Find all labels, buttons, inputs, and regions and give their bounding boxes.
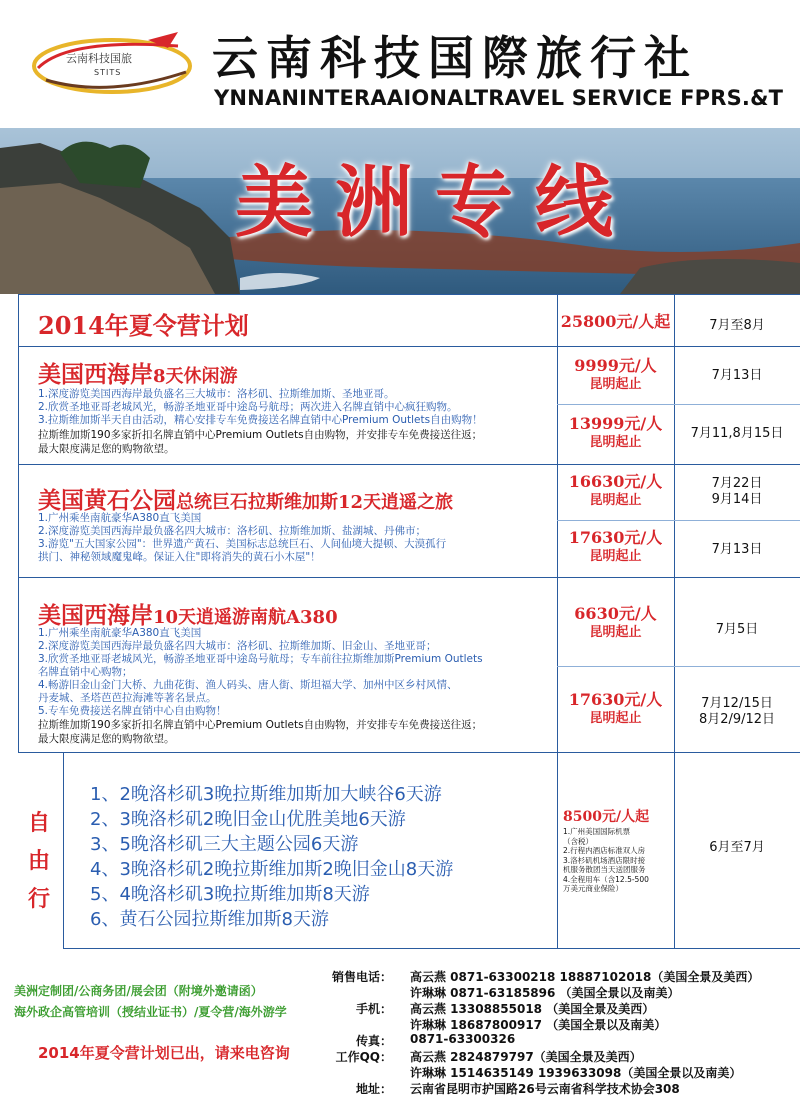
logo-text: 云南科技国旅 <box>66 52 132 65</box>
tour1-option1-date: 7月13日 <box>711 368 763 383</box>
tour2-option2-date: 7月13日 <box>711 542 763 557</box>
logo-sub: STITS <box>94 68 122 77</box>
contact-text: 高云燕 0871-63300218 18887102018（美国全景及美西） <box>410 970 760 984</box>
note-line: 最大限度满足您的购物欲望。 <box>38 733 175 745</box>
list-item: 4.畅游旧金山金门大桥、九曲花街、渔人码头、唐人街、斯坦福大学、加州中区乡村风情、 <box>38 679 458 691</box>
row-divider <box>18 752 800 753</box>
contact-text: 云南省昆明市护国路26号云南省科学技术协会308 <box>410 1082 680 1096</box>
tour1-option2-price <box>557 414 674 452</box>
list-item: 拱门、神秘领域魔鬼峰。保证入住"即将消失的黄石小木屋"！ <box>38 551 321 563</box>
tour3-title-main: 美国西海岸 <box>38 602 153 629</box>
contact-text: 许琳琳 18687800917 （美国全景以及南美） <box>410 1018 667 1032</box>
freedom-item: 3、5晚洛杉矶三大主题公园6天游 <box>90 834 359 855</box>
list-item: 2.深度游览美国西海岸最负盛名四大城市：洛杉矶、拉斯维加斯、旧金山、圣地亚哥； <box>38 640 437 652</box>
include-line: 4.全程用车（含12.5-500 <box>563 874 649 884</box>
price-text: 13999元/人 <box>568 414 663 433</box>
price-text: 16630元/人 <box>568 472 663 491</box>
tour1-title <box>38 356 238 389</box>
tour2-title-main: 美国黄石公园 <box>38 487 176 514</box>
price-sub: 昆明起止 <box>589 493 642 508</box>
include-line: 2.行程内酒店标准双人房 <box>563 846 646 855</box>
tour2-title-sub: 总统巨石拉斯维加斯12天逍遥之旅 <box>176 492 454 513</box>
label-char: 行 <box>27 886 50 912</box>
freedom-item: 2、3晚洛杉矶2晚旧金山优胜美地6天游 <box>90 809 406 830</box>
summer-camp-price <box>557 312 674 332</box>
banner-title: 美洲专线 <box>234 158 635 248</box>
label-char: 由 <box>27 848 50 874</box>
tour3-title-sub: 10天逍遥游南航A380 <box>153 607 338 628</box>
summer-camp-date: 7月至8月 <box>709 318 765 333</box>
company-logo <box>28 28 196 104</box>
price-text: 6630元/人 <box>574 604 657 623</box>
footer-call-to-action: 2014年夏令营计划已出，请来电咨询 <box>38 1044 290 1062</box>
summer-camp-title: 2014年夏令营计划 <box>38 311 249 340</box>
contact-text: 许琳琳 0871-63185896 （美国全景以及南美） <box>410 986 680 1000</box>
list-item: 5.专车免费接送名牌直销中心自由购物！ <box>38 705 227 717</box>
price-text: 9999元/人 <box>574 356 657 375</box>
include-line: （含税） <box>563 836 593 846</box>
table-left-border <box>18 294 19 752</box>
price-sub: 昆明起止 <box>589 435 642 450</box>
note-line: 拉斯维加斯190多家折扣名牌直销中心Premium Outlets自由购物，并安排专车免费接送往返； <box>38 719 483 731</box>
list-item: 名牌直销中心购物； <box>38 666 133 678</box>
row-divider <box>557 666 800 667</box>
contact-text: 许琳琳 1514635149 1939633098（美国全景以及南美） <box>410 1066 742 1080</box>
list-item: 3.欣赏圣地亚哥老城风光，畅游圣地亚哥中途岛号航母；专车前往拉斯维加斯Premium Outlets <box>38 653 483 665</box>
tour2-option1-price <box>557 472 674 510</box>
label-char: 自 <box>27 810 50 836</box>
list-item: 1.深度游览美国西海岸最负盛名三大城市：洛杉矶、拉斯维加斯、圣地亚哥。 <box>38 388 395 400</box>
list-item: 丹麦城、圣塔芭芭拉海滩等著名景点。 <box>38 692 217 704</box>
price-text: 17630元/人 <box>568 528 663 547</box>
company-name-en: YNNANINTERAAIONALTRAVEL SERVICE FPRS.&T <box>214 86 784 110</box>
tour1-bullets <box>38 388 483 427</box>
date-line: 7月12/15日 <box>701 696 773 711</box>
include-line: 3.洛杉矶机场酒店限时接 <box>563 855 646 865</box>
date-line: 9月14日 <box>711 492 763 507</box>
contact-label: 地址： <box>355 1082 392 1096</box>
header <box>0 0 800 128</box>
include-line: 1.广州美国国际机票 <box>563 827 631 836</box>
tour1-option2-date: 7月11,8月15日 <box>690 426 784 441</box>
tour3-title <box>38 597 338 630</box>
freedom-date: 6月至7月 <box>709 840 765 855</box>
price-sub: 昆明起止 <box>589 625 642 640</box>
contact-label: 工作QQ： <box>335 1050 392 1064</box>
list-item: 1.广州乘坐南航豪华A380直飞美国 <box>38 627 202 639</box>
contact-text: 高云燕 13308855018 （美国全景及美西） <box>410 1002 655 1016</box>
tour3-option1-date: 7月5日 <box>715 622 759 637</box>
list-item: 2.深度游览美国西海岸最负盛名四大城市：洛杉矶、拉斯维加斯、盐湖城、丹佛市； <box>38 525 427 537</box>
tour3-option1-price <box>557 604 674 642</box>
tour3-option2-price <box>557 690 674 728</box>
price-sub: 昆明起止 <box>589 711 642 726</box>
freedom-includes <box>563 827 649 894</box>
freedom-item: 6、黄石公园拉斯维加斯8天游 <box>90 909 329 930</box>
tour1-title-main: 美国西海岸 <box>38 361 153 388</box>
freedom-divider <box>63 752 64 949</box>
row-divider <box>18 464 800 465</box>
footer-services-1: 美洲定制团/公商务团/展会团（附境外邀请函） <box>14 984 263 998</box>
include-line: 机服务散团当天送团服务 <box>563 865 646 874</box>
price-text: 25800元/人起 <box>560 312 671 331</box>
contact-label: 传真： <box>355 1034 392 1048</box>
freedom-label <box>22 804 56 918</box>
tour1-note <box>38 428 482 456</box>
note-line: 拉斯维加斯190多家折扣名牌直销中心Premium Outlets自由购物，并安排专车免费接送往返； <box>38 429 483 441</box>
list-item: 1.广州乘坐南航豪华A380直飞美国 <box>38 512 202 524</box>
list-item: 2.欣赏圣地亚哥老城风光，畅游圣地亚哥中途岛号航母；两次进入名牌直销中心疯狂购物。 <box>38 401 458 413</box>
tour2-bullets <box>38 512 446 564</box>
table-bottom-border <box>63 948 800 949</box>
list-item: 3.拉斯维加斯半天自由活动，精心安排专车免费接送名牌直销中心Premium Outlets自由购物！ <box>38 414 483 426</box>
row-divider <box>18 577 800 578</box>
list-item: 3.游览"五大国家公园"：世界遗产黄石、美国标志总统巨石、人间仙境大提顿、大漠孤行 <box>38 538 447 550</box>
date-line: 7月22日 <box>711 476 763 491</box>
contact-label: 销售电话： <box>331 970 392 984</box>
row-divider <box>557 404 800 405</box>
freedom-item: 1、2晚洛杉矶3晚拉斯维加斯加大峡谷6天游 <box>90 784 442 805</box>
tour2-option2-price <box>557 528 674 566</box>
footer-services-2: 海外政企高管培训（授结业证书）/夏令营/海外游学 <box>14 1005 287 1019</box>
contact-text: 0871-63300326 <box>410 1032 516 1046</box>
date-line: 8月2/9/12日 <box>698 712 776 727</box>
note-line: 最大限度满足您的购物欲望。 <box>38 443 175 455</box>
freedom-item: 5、4晚洛杉矶3晚拉斯维加斯8天游 <box>90 884 370 905</box>
contact-label: 手机： <box>355 1002 392 1016</box>
row-divider <box>557 520 800 521</box>
price-text: 17630元/人 <box>568 690 663 709</box>
freedom-item: 4、3晚洛杉矶2晚拉斯维加斯2晚旧金山8天游 <box>90 859 454 880</box>
table-top-border <box>18 294 800 295</box>
tour2-option1-date <box>674 476 800 508</box>
tour1-option1-price <box>557 356 674 394</box>
include-line: 万美元商业保险） <box>563 884 623 893</box>
tour3-bullets <box>38 627 483 718</box>
freedom-price: 8500元/人起 <box>563 809 650 825</box>
tour3-option2-date <box>674 696 800 728</box>
contact-text: 高云燕 2824879797（美国全景及美西） <box>410 1050 642 1064</box>
tour2-title <box>38 482 453 515</box>
company-name-cn: 云南科技国際旅行社 <box>212 31 698 85</box>
tour3-note <box>38 718 482 746</box>
price-sub: 昆明起止 <box>589 377 642 392</box>
price-sub: 昆明起止 <box>589 549 642 564</box>
tour1-title-sub: 8天休闲游 <box>153 366 238 387</box>
row-divider <box>18 346 800 347</box>
